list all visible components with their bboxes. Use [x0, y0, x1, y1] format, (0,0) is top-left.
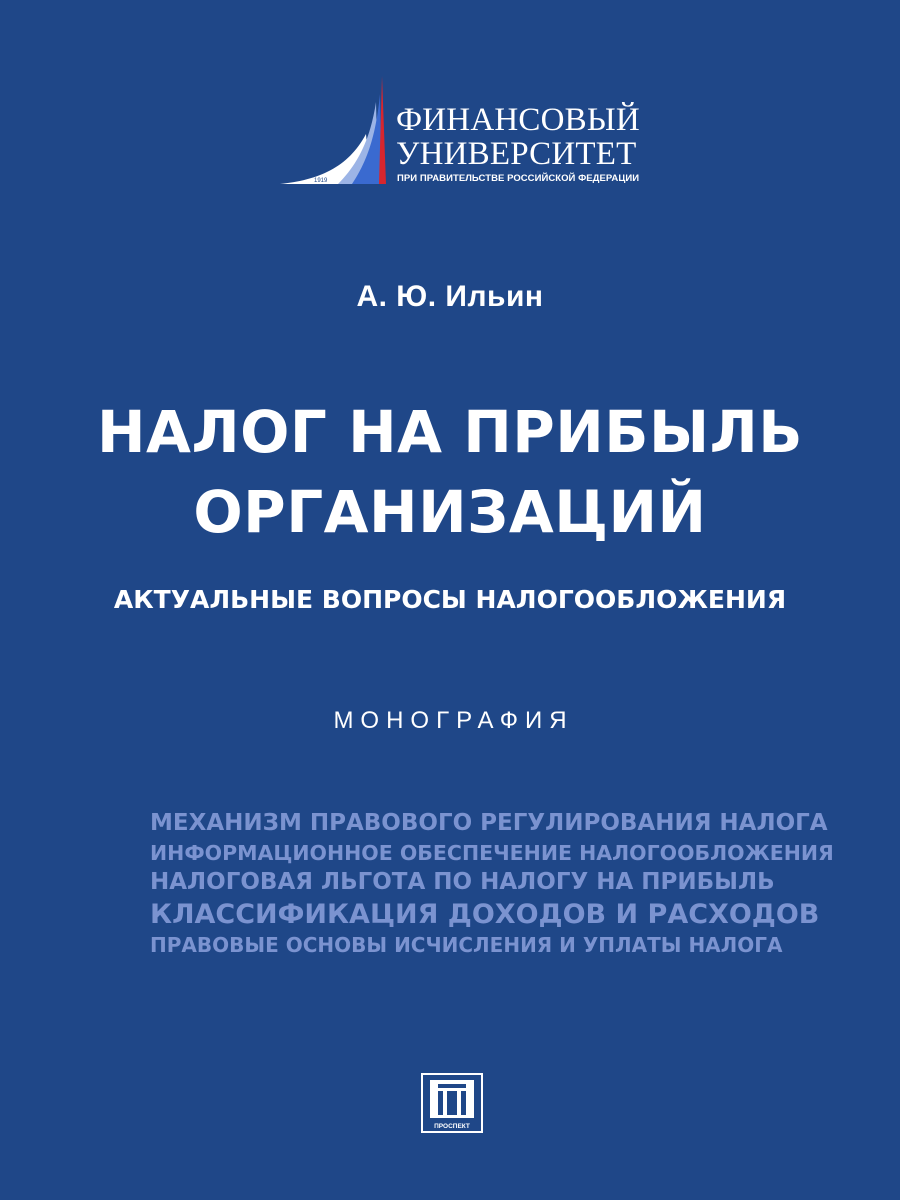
topic-item: КЛАССИФИКАЦИЯ ДОХОДОВ И РАСХОДОВ — [150, 899, 820, 930]
university-subtitle: ПРИ ПРАВИТЕЛЬСТВЕ РОССИЙСКОЙ ФЕДЕРАЦИИ — [397, 173, 640, 184]
publisher-logo — [420, 1072, 484, 1134]
sail-logo-icon — [278, 72, 390, 190]
book-title-line2: ОРГАНИЗАЦИЙ — [193, 478, 707, 546]
book-subtitle: АКТУАЛЬНЫЕ ВОПРОСЫ НАЛОГООБЛОЖЕНИЯ — [113, 585, 787, 614]
topic-item: НАЛОГОВАЯ ЛЬГОТА ПО НАЛОГУ НА ПРИБЫЛЬ — [150, 869, 775, 895]
university-logo — [278, 72, 638, 190]
university-name-line1: ФИНАНСОВЫЙ — [396, 102, 640, 138]
publisher-name: ПРОСПЕКТ — [434, 1123, 470, 1130]
logo-year: 1919 — [314, 178, 328, 184]
topic-item: ИНФОРМАЦИОННОЕ ОБЕСПЕЧЕНИЕ НАЛОГООБЛОЖЕНИЯ — [150, 841, 834, 865]
topic-item: МЕХАНИЗМ ПРАВОВОГО РЕГУЛИРОВАНИЯ НАЛОГА — [150, 810, 828, 836]
topic-item: ПРАВОВЫЕ ОСНОВЫ ИСЧИСЛЕНИЯ И УПЛАТЫ НАЛОГА — [150, 933, 783, 957]
topic-list — [150, 808, 834, 959]
book-genre: МОНОГРАФИЯ — [333, 707, 574, 734]
author-name: А. Ю. Ильин — [356, 280, 544, 313]
university-name-line2: УНИВЕРСИТЕТ — [396, 136, 637, 172]
book-title-line1: НАЛОГ НА ПРИБЫЛЬ — [97, 398, 803, 466]
university-name — [396, 104, 640, 172]
book-title — [0, 392, 900, 552]
